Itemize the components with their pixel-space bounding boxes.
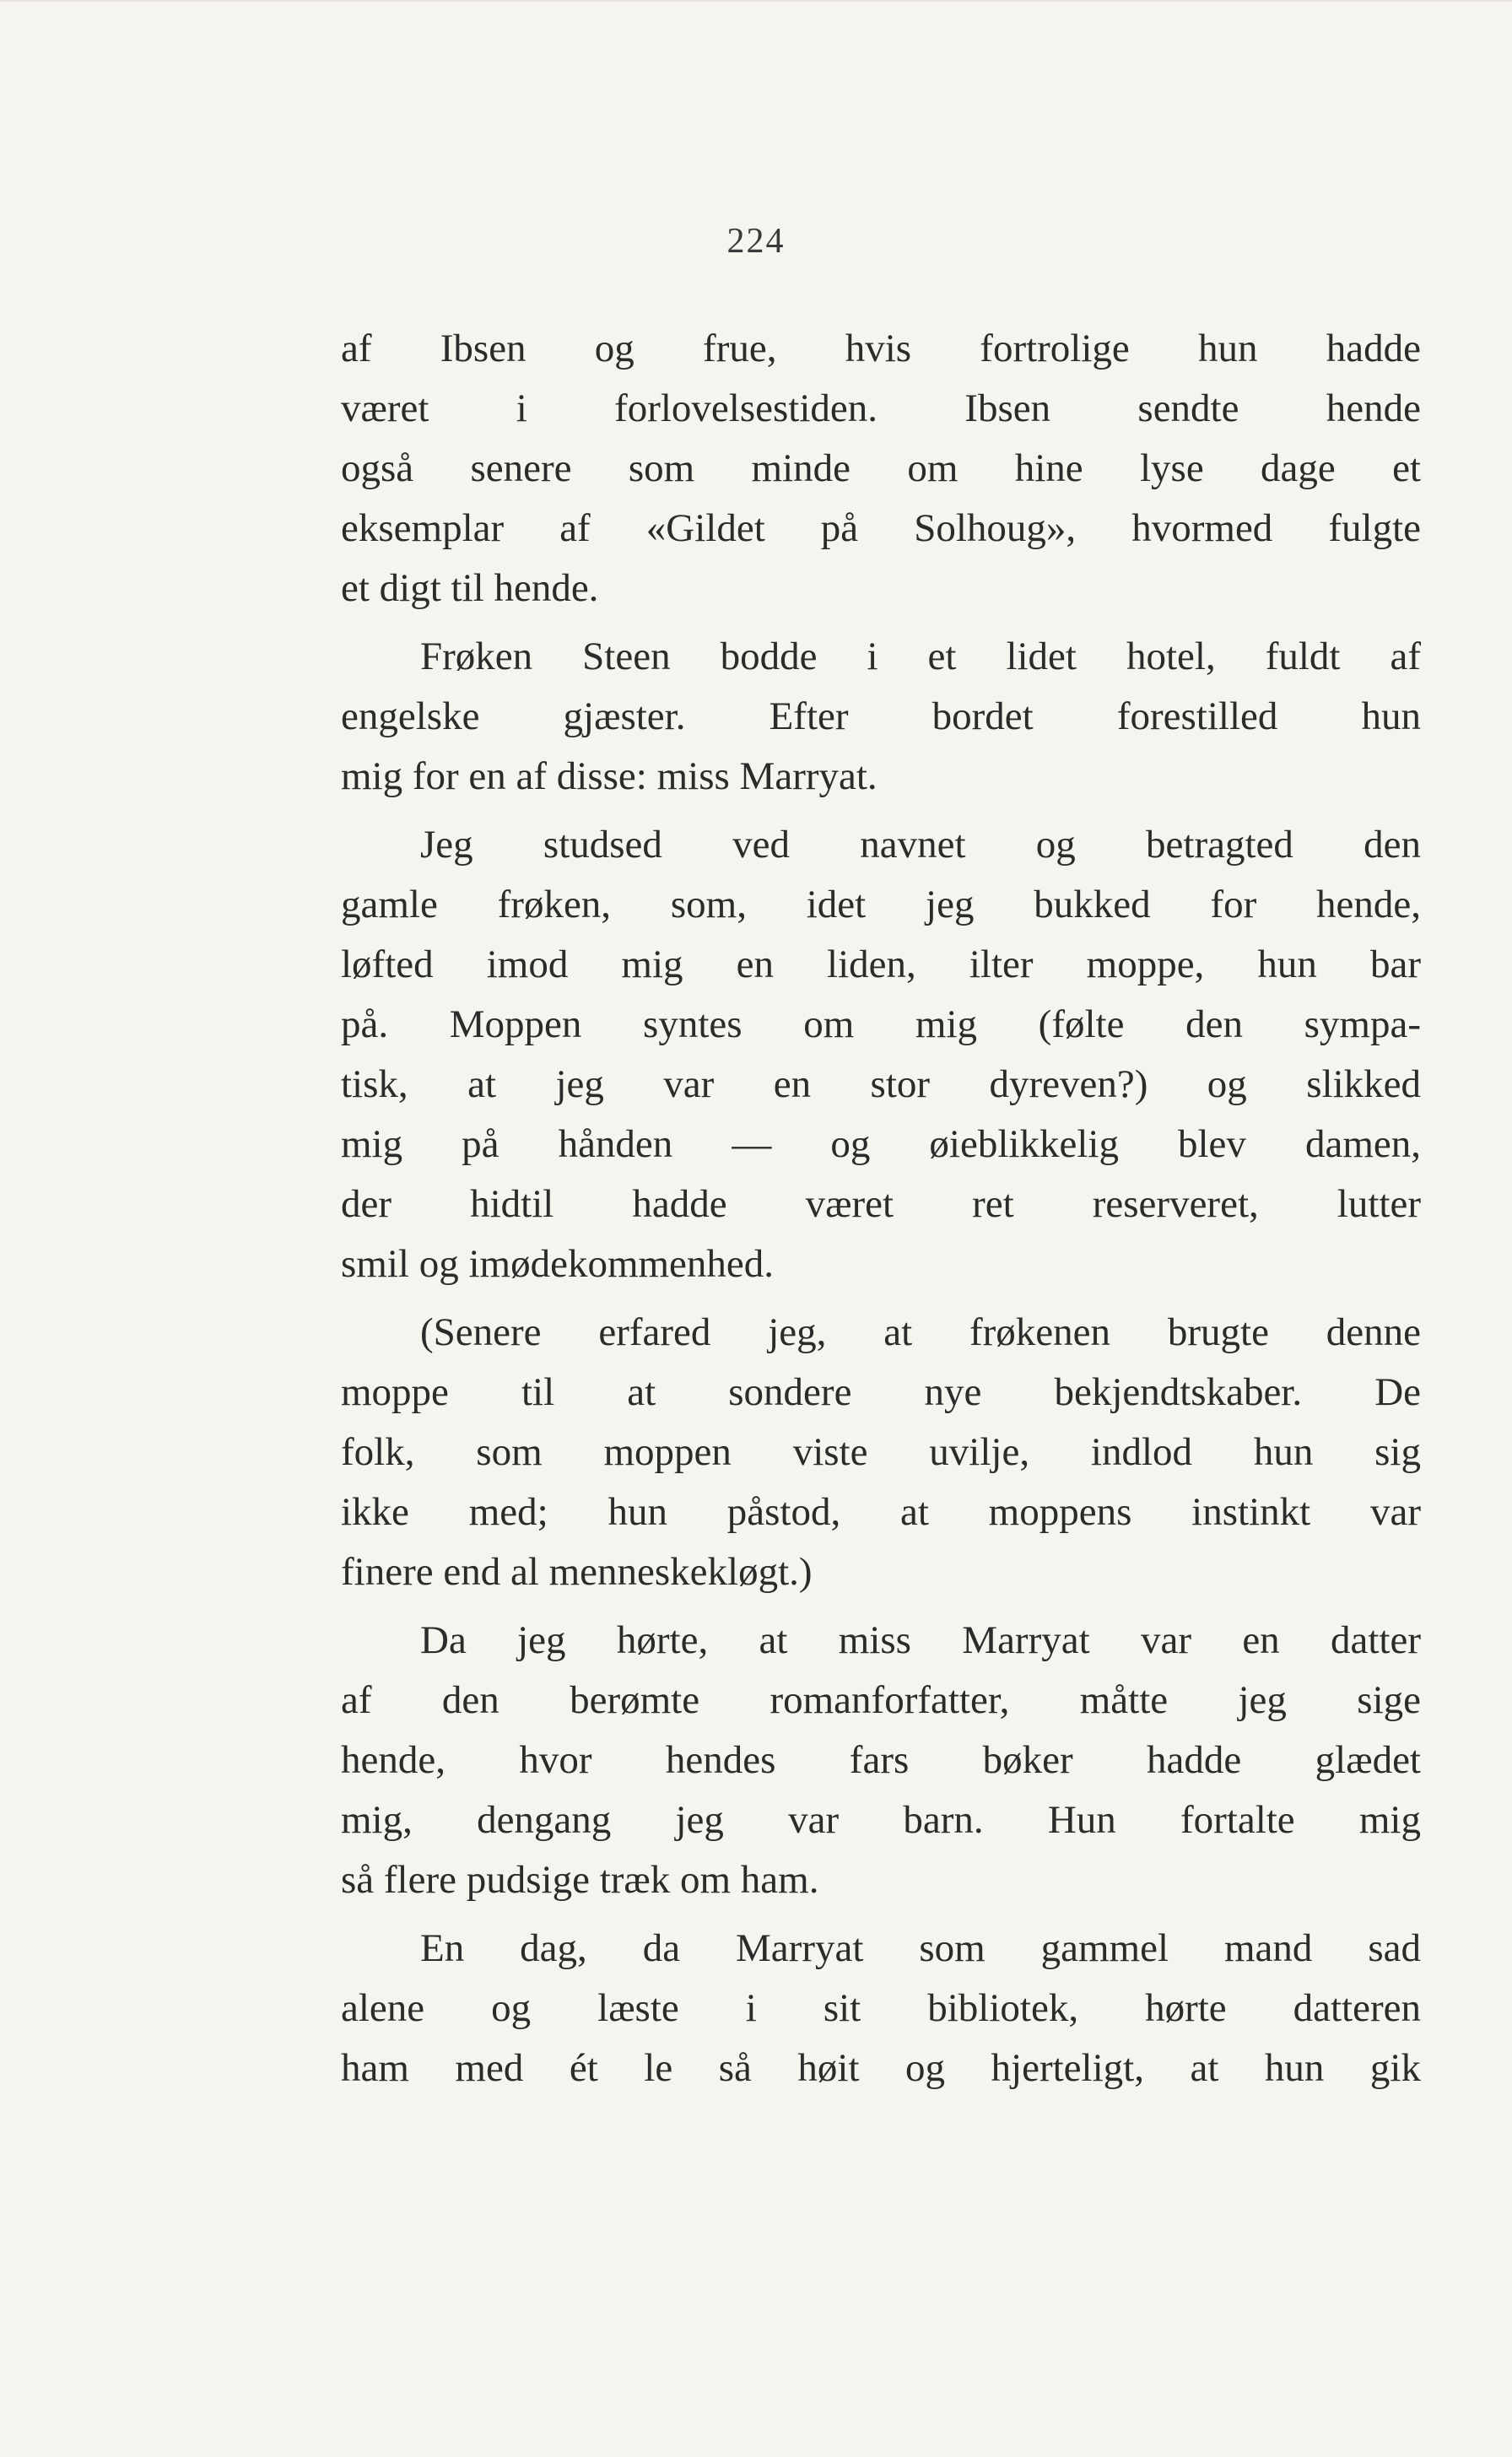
text-line: alene og læste i sit bibliotek, hørte datteren xyxy=(341,1986,1421,2030)
text-line: et digt til hende. xyxy=(341,566,599,610)
text-line: eksemplar af «Gildet på Solhoug», hvormed fulgte xyxy=(341,506,1421,550)
paragraph-gap xyxy=(341,618,1421,627)
text-line: på. Moppen syntes om mig (følte den sympa- xyxy=(341,1002,1421,1046)
body-text xyxy=(341,319,1421,2098)
text-line: mig, dengang jeg var barn. Hun fortalte mig xyxy=(341,1798,1421,1842)
page-number: 224 xyxy=(726,222,786,261)
text-line: tisk, at jeg var en stor dyreven?) og slikked xyxy=(341,1062,1421,1106)
text-line: så flere pudsige træk om ham. xyxy=(341,1858,819,1902)
text-line: hende, hvor hendes fars bøker hadde glædet xyxy=(341,1738,1421,1782)
paragraph-gap xyxy=(341,1910,1421,1919)
paragraph-gap xyxy=(341,807,1421,815)
text-line: folk, som moppen viste uvilje, indlod hun sig xyxy=(341,1430,1421,1474)
text-line: af Ibsen og frue, hvis fortrolige hun hadde xyxy=(341,327,1421,370)
page-top-edge xyxy=(0,0,1512,2)
text-line: af den berømte romanforfatter, måtte jeg sige xyxy=(341,1678,1421,1722)
text-line: ham med ét le så høit og hjerteligt, at hun gik xyxy=(341,2046,1421,2090)
text-line: også senere som minde om hine lyse dage et xyxy=(341,446,1421,490)
paragraph-gap xyxy=(341,1602,1421,1611)
text-line: mig for en af disse: miss Marryat. xyxy=(341,754,878,798)
text-line: Jeg studsed ved navnet og betragted den xyxy=(420,823,1421,867)
paragraph-gap xyxy=(341,1294,1421,1303)
text-line: gamle frøken, som, idet jeg bukked for hende, xyxy=(341,883,1421,926)
text-line: løfted imod mig en liden, ilter moppe, hun bar xyxy=(341,942,1421,986)
text-line: været i forlovelsestiden. Ibsen sendte hende xyxy=(341,386,1421,430)
text-line: engelske gjæster. Efter bordet forestilled hun xyxy=(341,694,1421,738)
text-line: mig på hånden — og øieblikkelig blev damen, xyxy=(341,1122,1421,1166)
text-line: ikke med; hun påstod, at moppens instinkt var xyxy=(341,1490,1421,1534)
text-line: finere end al menneskekløgt.) xyxy=(341,1550,813,1594)
text-line: Frøken Steen bodde i et lidet hotel, fuldt af xyxy=(420,634,1421,678)
text-line: (Senere erfared jeg, at frøkenen brugte denne xyxy=(420,1310,1421,1354)
text-line: Da jeg hørte, at miss Marryat var en datter xyxy=(420,1618,1421,1662)
text-line: En dag, da Marryat som gammel mand sad xyxy=(420,1926,1421,1970)
text-line: der hidtil hadde været ret reserveret, lutter xyxy=(341,1182,1421,1226)
text-line: moppe til at sondere nye bekjendtskaber. De xyxy=(341,1370,1421,1414)
text-line: smil og imødekommenhed. xyxy=(341,1242,775,1286)
